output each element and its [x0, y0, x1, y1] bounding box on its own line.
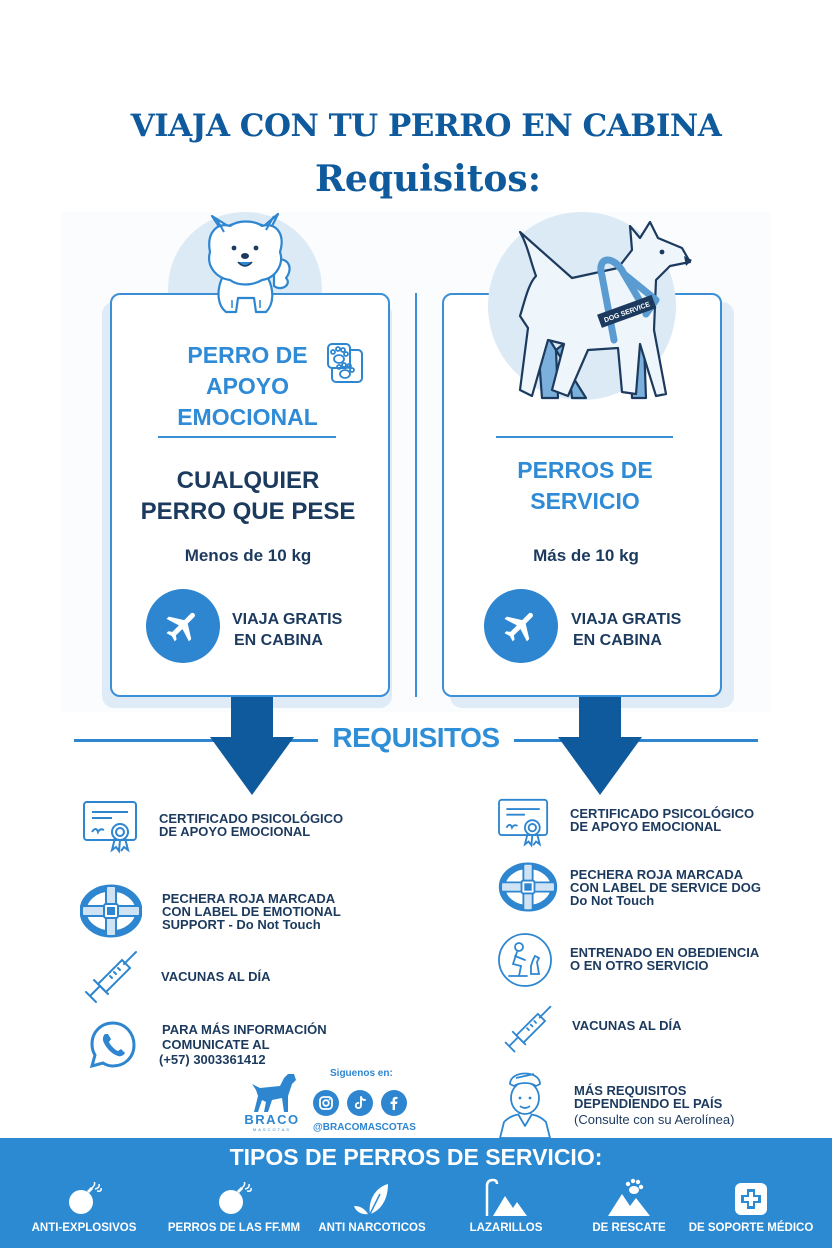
req-note: (Consulte con su Aerolínea)	[574, 1112, 735, 1127]
syringe-icon	[502, 1004, 554, 1056]
card-divider-right	[496, 436, 673, 438]
trainer-dog-icon	[497, 932, 553, 988]
cane-mountain-icon	[483, 1178, 529, 1216]
follow-label: Siguenos en:	[330, 1068, 393, 1079]
req-line: CERTIFICADO PSICOLÓGICO	[159, 811, 344, 826]
req-line: PARA MÁS INFORMACIÓN	[162, 1022, 327, 1037]
card-title-line: PERROS DE	[517, 457, 653, 483]
travel-note-right	[571, 609, 681, 651]
req-line: ENTRENADO EN OBEDIENCIA	[570, 945, 760, 960]
service-type-label: LAZARILLOS	[469, 1222, 543, 1234]
req-line: Do Not Touch	[570, 893, 655, 908]
airplane-icon-badge-left	[146, 589, 220, 663]
req-line: CON LABEL DE EMOTIONAL	[162, 904, 341, 919]
bomb-icon	[216, 1182, 252, 1216]
req-line: CON LABEL DE SERVICE DOG	[570, 880, 761, 895]
travel-line: VIAJA GRATIS	[232, 611, 343, 628]
req-left-certificate	[159, 812, 343, 838]
airplane-icon-badge-right	[484, 589, 558, 663]
description-line: PERRO QUE PESE	[140, 498, 356, 525]
service-type-military	[164, 1178, 304, 1234]
page-title: VIAJA CON TU PERRO EN CABINA	[130, 108, 722, 144]
req-text	[570, 868, 761, 907]
req-line: DEPENDIENDO EL PAÍS	[574, 1096, 723, 1111]
req-line: VACUNAS AL DÍA	[161, 969, 271, 984]
card-title-line: APOYO	[205, 373, 290, 399]
travel-note-left	[232, 609, 342, 651]
req-line: COMUNICATE AL	[162, 1037, 270, 1052]
fluffy-dog-illustration	[196, 208, 296, 320]
req-text	[162, 892, 341, 931]
airplane-icon	[163, 606, 203, 646]
card-divider-left	[158, 436, 336, 438]
req-line: MÁS REQUISITOS	[574, 1083, 687, 1098]
req-right-vaccines	[572, 1019, 682, 1032]
syringe-icon	[82, 950, 140, 1006]
social-handle[interactable]: @BRACOMASCOTAS	[313, 1122, 416, 1133]
req-line: DE APOYO EMOCIONAL	[570, 819, 722, 834]
service-type-anti-explosives	[14, 1178, 154, 1234]
service-type-label: ANTI-EXPLOSIVOS	[31, 1222, 137, 1234]
service-type-rescue	[559, 1178, 699, 1234]
service-type-label: PERROS DE LAS FF.MM	[167, 1222, 301, 1234]
service-type-guide-dogs	[436, 1178, 576, 1234]
req-text	[159, 1022, 327, 1067]
req-line: VACUNAS AL DÍA	[572, 1018, 682, 1033]
service-type-medical	[681, 1178, 821, 1234]
harness-label: DOG SERVICE	[603, 301, 652, 325]
footer-title: TIPOS DE PERROS DE SERVICIO:	[229, 1144, 603, 1170]
card-description-emotional	[120, 465, 376, 527]
brand-tagline: MASCOTAS	[252, 1127, 292, 1132]
service-dog-illustration	[506, 220, 696, 402]
medical-cross-icon	[734, 1182, 768, 1216]
req-right-training	[570, 946, 759, 972]
card-title-service	[470, 455, 700, 517]
req-left-harness	[162, 892, 341, 931]
flight-attendant-icon	[496, 1066, 554, 1138]
req-line: O EN OTRO SERVICIO	[570, 958, 709, 973]
card-title-line: EMOCIONAL	[177, 404, 318, 430]
card-separator	[415, 293, 417, 697]
req-left-contact	[159, 1022, 327, 1067]
req-right-harness	[570, 868, 761, 907]
travel-line: EN CABINA	[573, 632, 662, 649]
facebook-icon[interactable]	[381, 1090, 407, 1116]
req-line: PECHERA ROJA MARCADA	[162, 891, 336, 906]
arrow-down-left-icon	[210, 697, 294, 795]
braco-dog-logo	[250, 1072, 298, 1114]
req-right-country	[574, 1084, 734, 1126]
certificate-icon	[497, 798, 551, 848]
paw-mountain-icon	[608, 1178, 650, 1216]
req-line: PECHERA ROJA MARCADA	[570, 867, 744, 882]
card-title-line: PERRO DE	[187, 342, 308, 368]
card-title-line: SERVICIO	[530, 488, 640, 514]
requirements-heading: REQUISITOS	[332, 722, 500, 753]
page-subtitle: Requisitos:	[315, 158, 541, 200]
req-line: CERTIFICADO PSICOLÓGICO	[570, 806, 755, 821]
travel-line: VIAJA GRATIS	[571, 611, 682, 628]
leaf-icon	[354, 1182, 390, 1216]
card-title-emotional	[150, 340, 345, 433]
airplane-icon	[501, 606, 541, 646]
certificate-icon	[82, 800, 140, 854]
bomb-icon	[66, 1182, 102, 1216]
weight-limit-service: Más de 10 kg	[533, 546, 639, 565]
req-line: DE APOYO EMOCIONAL	[159, 824, 311, 839]
harness-icon	[498, 862, 558, 912]
req-text	[570, 946, 759, 972]
arrow-down-right-icon	[558, 697, 642, 795]
social-links	[313, 1090, 415, 1116]
service-type-label: DE SOPORTE MÉDICO	[688, 1222, 814, 1234]
weight-limit-emotional: Menos de 10 kg	[184, 546, 312, 565]
whatsapp-icon	[88, 1020, 138, 1070]
travel-line: EN CABINA	[234, 632, 323, 649]
phone-number-link[interactable]: (+57) 3003361412	[159, 1052, 266, 1067]
service-type-label: ANTI NARCOTICOS	[318, 1222, 426, 1234]
req-right-certificate	[570, 807, 754, 833]
instagram-icon[interactable]	[313, 1090, 339, 1116]
req-line: SUPPORT - Do Not Touch	[162, 917, 321, 932]
service-type-narcotics	[302, 1178, 442, 1234]
description-line: CUALQUIER	[176, 467, 320, 494]
req-text	[570, 807, 754, 833]
req-text	[574, 1084, 734, 1126]
brand-name: BRACO	[244, 1112, 300, 1127]
req-left-vaccines	[161, 970, 271, 983]
service-type-label: DE RESCATE	[592, 1222, 666, 1234]
harness-icon	[80, 884, 142, 938]
req-text	[159, 812, 343, 838]
tiktok-icon[interactable]	[347, 1090, 373, 1116]
